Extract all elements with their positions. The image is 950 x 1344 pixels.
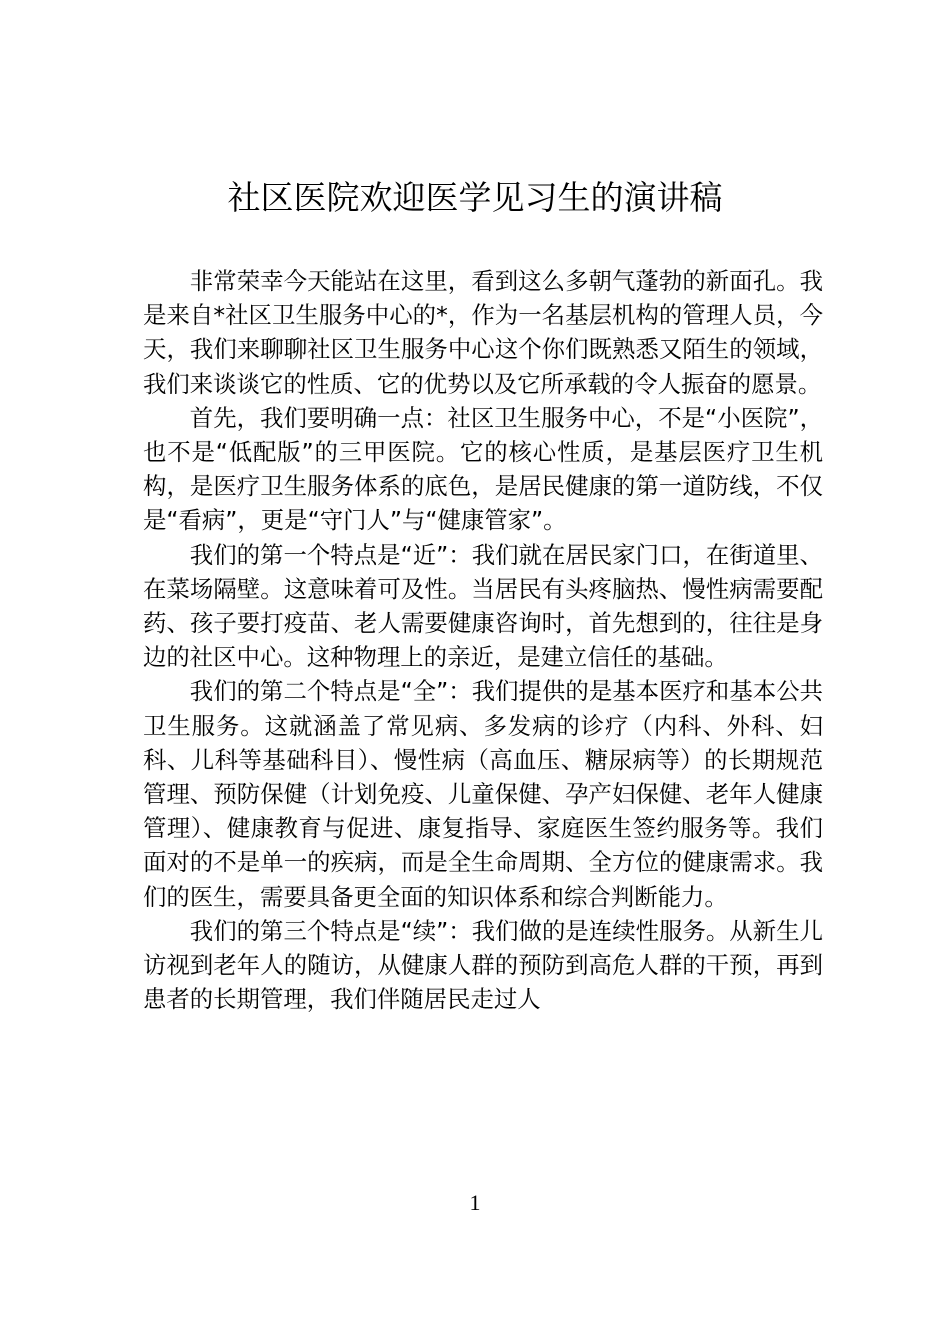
paragraph-feature-continuous: 我们的第三个特点是“续”：我们做的是连续性服务。从新生儿访视到老年人的随访，从健康人群的预防到高危人群的干预，再到患者的长期管理，我们伴随居民走过人	[143, 916, 823, 1014]
paragraph-feature-comprehensive: 我们的第二个特点是“全”：我们提供的是基本医疗和基本公共卫生服务。这就涵盖了常见病、多发病的诊疗（内科、外科、妇科、儿科等基础科目）、慢性病（高血压、糖尿病等）的长期规范管理、预防保健（计划免疫、儿童保健、孕产妇保健、老年人健康管理）、健康教育与促进、康复指导、家庭医生签约服务等。我们面对的不是单一的疾病，而是全生命周期、全方位的健康需求。我们的医生，需要具备更全面的知识体系和综合判断能力。	[143, 677, 823, 911]
paragraph-feature-near: 我们的第一个特点是“近”：我们就在居民家门口，在街道里、在菜场隔壁。这意味着可及性。当居民有头疼脑热、慢性病需要配药、孩子要打疫苗、老人需要健康咨询时，首先想到的，往往是身边的社区中心。这种物理上的亲近，是建立信任的基础。	[143, 540, 823, 672]
document-body	[143, 264, 823, 1016]
page-title: 社区医院欢迎医学见习生的演讲稿	[227, 178, 723, 217]
page-number: 1	[469, 1190, 481, 1215]
paragraph-intro: 非常荣幸今天能站在这里，看到这么多朝气蓬勃的新面孔。我是来自*社区卫生服务中心的*，作为一名基层机构的管理人员，今天，我们来聊聊社区卫生服务中心这个你们既熟悉又陌生的领域，我们来谈谈它的性质、它的优势以及它所承载的令人振奋的愿景。	[143, 267, 823, 398]
paragraph-nature: 首先，我们要明确一点：社区卫生服务中心，不是“小医院”，也不是“低配版”的三甲医院。它的核心性质，是基层医疗卫生机构，是医疗卫生服务体系的底色，是居民健康的第一道防线，不仅是“看病”，更是“守门人”与“健康管家”。	[143, 403, 823, 535]
